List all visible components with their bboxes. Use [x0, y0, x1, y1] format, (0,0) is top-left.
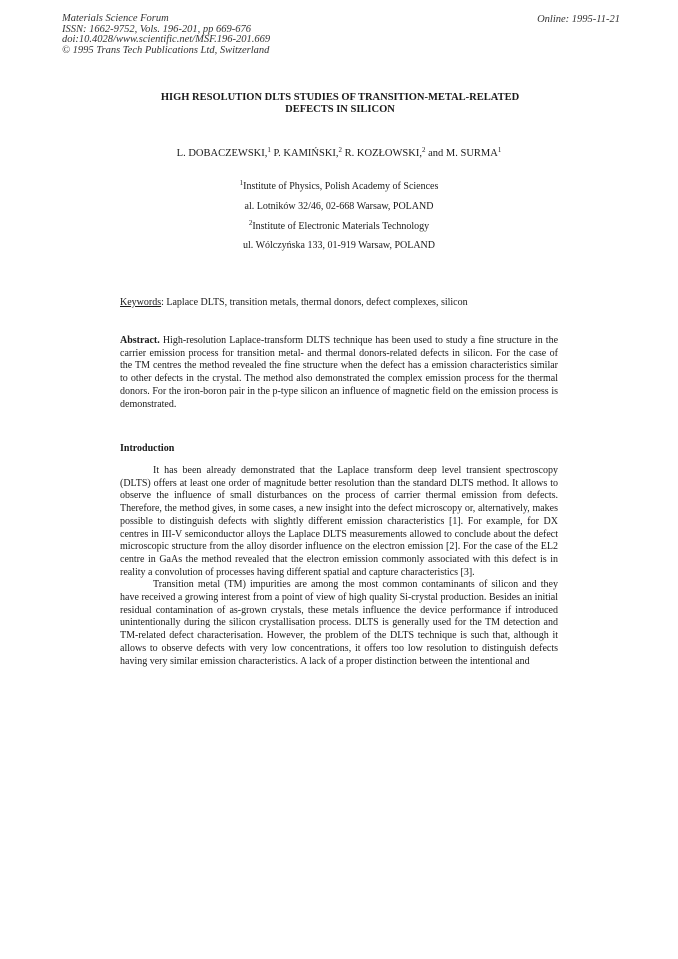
abstract	[120, 335, 558, 411]
author-list	[0, 148, 678, 159]
section-heading-introduction: Introduction	[120, 443, 175, 454]
affiliation-2-name	[0, 221, 678, 232]
author-affiliation-mark: 2	[338, 146, 343, 154]
online-date: Online: 1995-11-21	[537, 14, 620, 25]
author-affiliation-mark: 2	[421, 146, 426, 154]
affiliation-mark: 2	[248, 219, 253, 227]
author-affiliation-mark: 1	[497, 146, 502, 154]
author-name: P. KAMIŃSKI,	[273, 148, 339, 159]
author-name: L. DOBACZEWSKI,	[176, 148, 268, 159]
affiliation-1-address: al. Lotników 32/46, 02-668 Warsaw, POLAND	[244, 201, 434, 212]
title-line-1: HIGH RESOLUTION DLTS STUDIES OF TRANSITION-METAL-RELATED	[160, 92, 520, 103]
keywords-text: : Laplace DLTS, transition metals, thermal donors, defect complexes, silicon	[161, 297, 468, 308]
affiliation-2-address: ul. Wólczyńska 133, 01-919 Warsaw, POLAND	[242, 240, 436, 251]
journal-name: Materials Science Forum	[62, 13, 169, 24]
keywords	[120, 297, 468, 308]
journal-copyright: © 1995 Trans Tech Publications Ltd, Switzerland	[62, 44, 270, 56]
keywords-label: Keywords	[120, 297, 162, 308]
affiliation-text: Institute of Electronic Materials Technology	[252, 221, 430, 232]
author-name: R. KOZŁOWSKI,	[344, 148, 422, 159]
paragraph: Transition metal (TM) impurities are among the most common contaminants of silicon and they have received a growing interest from a point of view of high quality Si-crystal production. Besides an initial residual contamination of as-grown crystals, these metals influence the device performance if introduced unintentionally during the silicon crystallisation process. DLTS is generally used for the TM detection and TM-related defect characterisation. However, the problem of the DLTS technique is such that, although it allows to observe defects with very low concentrations, it offers too low resolution to distinguish defects having very similar emission characteristics. A lack of a proper distinction between the intentional and	[120, 579, 558, 667]
journal-doi[interactable]: doi:10.4028/www.scientific.net/MSF.196-201.669	[62, 34, 271, 45]
affiliation-1-name	[0, 181, 678, 192]
author-name: M. SURMA	[445, 148, 498, 159]
paragraph: It has been already demonstrated that the Laplace transform deep level transient spectroscopy (DLTS) offers at least one order of magnitude better resolution than the standard DLTS method. It allows to observe the influence of small disturbances on the process of carrier thermal emission from defects. Therefore, the method gives, in some cases, a new insight into the defect microscopy or, alternatively, makes possible to distinguish defects with slightly different emission characteristics [1]. For example, for DX centres in III-V semiconductor alloys the Laplace DLTS measurements allowed to conclude about the defect microscopic structure from the alloy disorder influence on the electron emission [2]. For the case of the EL2 centre in GaAs the method revealed that the electron emission commonly associated with this defect is in reality a convolution of processes having different spatial and capture characteristics [3].	[120, 465, 558, 578]
affiliation-mark: 1	[239, 179, 244, 187]
affiliation-text: Institute of Physics, Polish Academy of Sciences	[243, 181, 439, 192]
journal-citation	[62, 14, 270, 56]
introduction-body	[120, 465, 558, 668]
author-affiliation-mark: 1	[267, 146, 271, 154]
abstract-label: Abstract.	[120, 335, 160, 346]
paper-title	[120, 92, 560, 116]
author-conjunction: and	[428, 148, 444, 159]
title-line-2: DEFECTS IN SILICON	[285, 104, 395, 115]
journal-issn: ISSN: 1662-9752, Vols. 196-201, pp 669-676	[62, 23, 251, 35]
abstract-text: High-resolution Laplace-transform DLTS technique has been used to study a fine structure in the carrier emission process for transition metal- and thermal donors-related defects in silicon. For the case of the TM centres the method revealed the fine structure when the defect has a emission characteristics similar to other defects in the crystal. The method also demonstrated the complex emission process for the thermal donors. For the iron-boron pair in the p-type silicon an influence of magnetic field on the emission process is demonstrated.	[120, 335, 559, 410]
